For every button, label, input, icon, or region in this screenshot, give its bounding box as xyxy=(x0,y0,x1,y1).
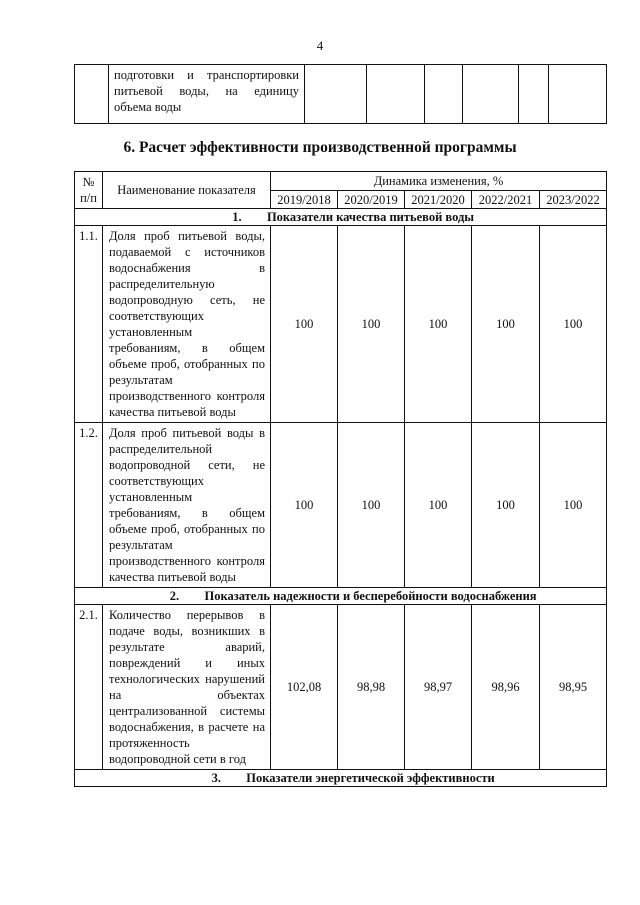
header-period: 2023/2022 xyxy=(540,191,607,209)
previous-table-fragment xyxy=(74,64,607,124)
section-title: Показатели энергетической эффективности xyxy=(246,771,495,785)
value-cell: 98,96 xyxy=(472,605,540,770)
section-row xyxy=(75,588,607,605)
header-dynamics: Динамика изменения, % xyxy=(271,172,607,191)
header-period: 2020/2019 xyxy=(338,191,405,209)
value-cell: 100 xyxy=(540,226,607,423)
value-cell: 98,98 xyxy=(338,605,405,770)
indicator-name: подготовки и транспортировки питьевой воды, на единицу объема воды xyxy=(109,65,305,124)
value-cell: 98,97 xyxy=(405,605,472,770)
row-number: 1.1. xyxy=(75,226,103,423)
table-row xyxy=(75,423,607,588)
indicator-name: Доля проб питьевой воды в распределительной водопроводной сети, не соответствующих установленным требованиям, в общем объеме проб, отобранных по результатам производственного контроля качества питьевой воды xyxy=(103,423,271,588)
value-cell: 100 xyxy=(472,226,540,423)
header-period: 2022/2021 xyxy=(472,191,540,209)
header-num-bottom: п/п xyxy=(80,191,97,205)
value-cell: 100 xyxy=(338,423,405,588)
indicator-name: Количество перерывов в подаче воды, возникших в результате аварий, повреждений и иных технологических нарушений на объектах централизованной системы водоснабжения, в расчете на протяженность водопроводной сети в год xyxy=(103,605,271,770)
section-number: 2. xyxy=(169,589,180,603)
value-cell: 100 xyxy=(540,423,607,588)
row-number: 2.1. xyxy=(75,605,103,770)
header-row xyxy=(75,172,607,191)
value-cell: 100 xyxy=(405,226,472,423)
efficiency-table xyxy=(74,171,607,787)
value-cell: 100 xyxy=(271,226,338,423)
value-cell: 102,08 xyxy=(271,605,338,770)
header-period: 2019/2018 xyxy=(271,191,338,209)
value-cell: 100 xyxy=(271,423,338,588)
table-row xyxy=(75,226,607,423)
value-cell: 100 xyxy=(405,423,472,588)
value-cell: 100 xyxy=(338,226,405,423)
row-number: 1.2. xyxy=(75,423,103,588)
section-number: 1. xyxy=(232,210,242,224)
page-number: 4 xyxy=(316,38,324,53)
section-row xyxy=(75,770,607,787)
indicator-name: Доля проб питьевой воды, подаваемой с источников водоснабжения в распределительную водопроводную сеть, не соответствующих установленным требованиям, в общем объеме проб, отобранных по результатам производственного контроля качества питьевой воды xyxy=(103,226,271,423)
header-num-top: № xyxy=(82,175,95,189)
section-heading: 6. Расчет эффективности производственной программы xyxy=(123,139,517,156)
section-title: Показатель надежности и бесперебойности водоснабжения xyxy=(204,589,537,603)
table-row xyxy=(75,65,607,124)
header-period: 2021/2020 xyxy=(405,191,472,209)
section-row xyxy=(75,209,607,226)
section-number: 3. xyxy=(211,771,221,785)
table-row xyxy=(75,605,607,770)
value-cell: 100 xyxy=(472,423,540,588)
header-num xyxy=(75,172,103,209)
value-cell: 98,95 xyxy=(540,605,607,770)
section-title: Показатели качества питьевой воды xyxy=(266,210,475,224)
header-name: Наименование показателя xyxy=(103,172,271,209)
